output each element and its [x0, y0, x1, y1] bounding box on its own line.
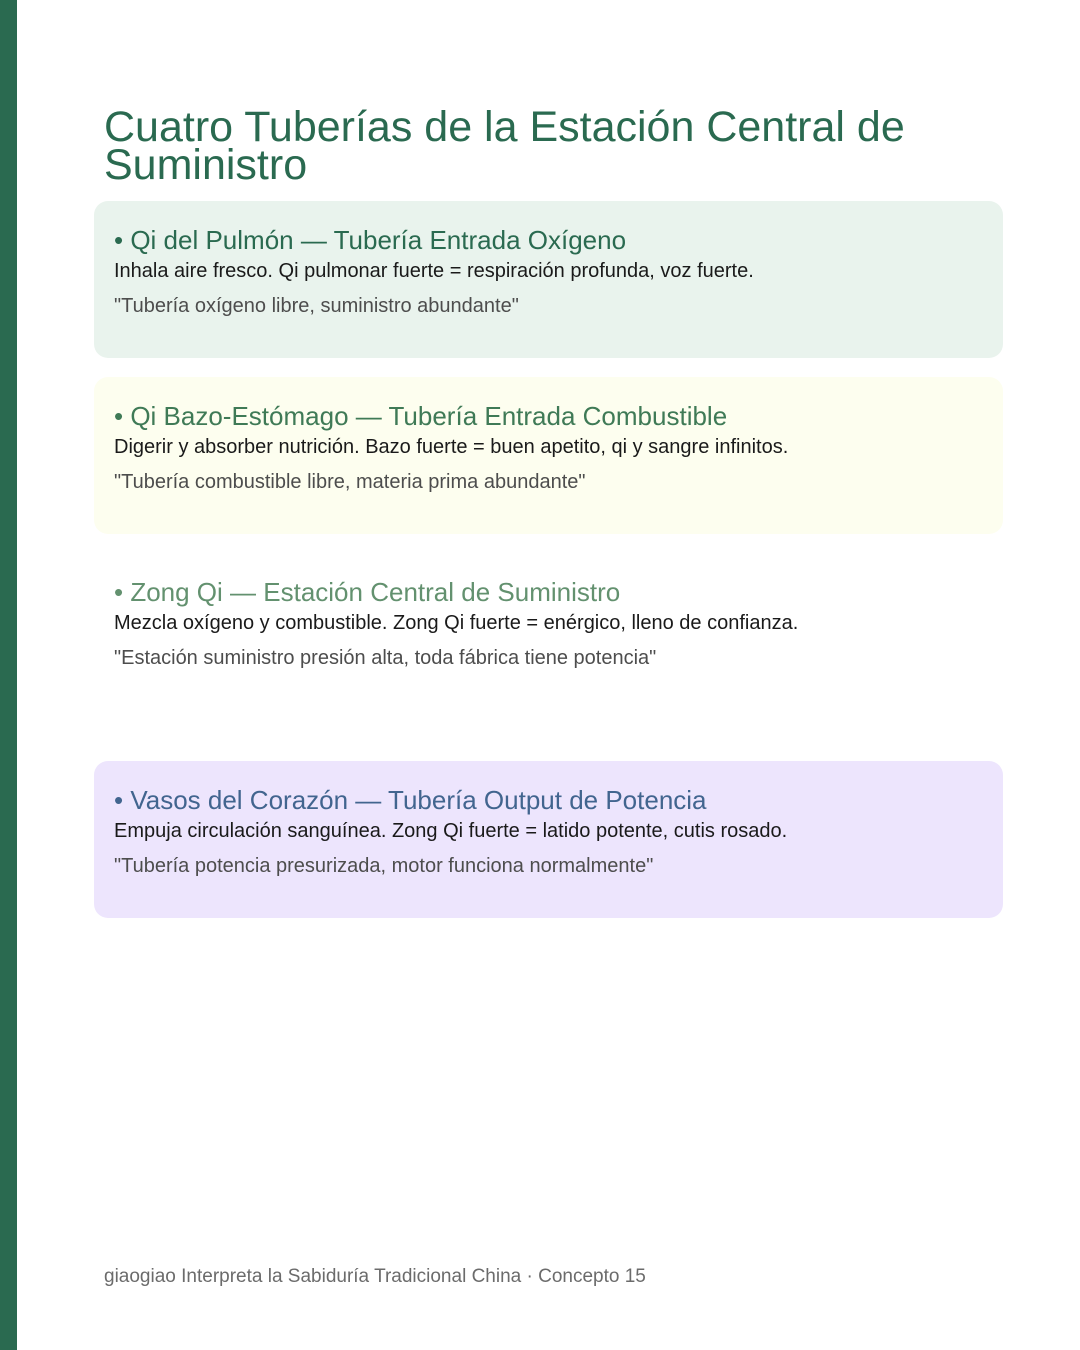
card-heading: • Qi del Pulmón — Tubería Entrada Oxígeno [114, 225, 627, 255]
accent-side-bar [0, 0, 17, 1350]
card-quote: "Tubería combustible libre, materia prima abundante" [114, 471, 586, 493]
card-description: Inhala aire fresco. Qi pulmonar fuerte = respiración profunda, voz fuerte. [114, 260, 754, 282]
card-lung-qi [94, 201, 1003, 358]
card-quote: "Estación suministro presión alta, toda fábrica tiene potencia" [114, 647, 657, 669]
page-title: Cuatro Tuberías de la Estación Central de Suministro [104, 103, 905, 189]
card-zong-qi [94, 553, 1003, 710]
card-description: Digerir y absorber nutrición. Bazo fuerte = buen apetito, qi y sangre infinitos. [114, 436, 789, 458]
card-spleen-stomach-qi [94, 377, 1003, 534]
card-description: Empuja circulación sanguínea. Zong Qi fuerte = latido potente, cutis rosado. [114, 820, 788, 842]
card-heading: • Zong Qi — Estación Central de Suministro [114, 577, 621, 607]
card-heading: • Vasos del Corazón — Tubería Output de Potencia [114, 785, 707, 815]
card-quote: "Tubería oxígeno libre, suministro abundante" [114, 295, 519, 317]
card-heart-vessels [94, 761, 1003, 918]
footer-credit: giaogiao Interpreta la Sabiduría Tradicional China · Concepto 15 [104, 1266, 646, 1287]
card-heading: • Qi Bazo-Estómago — Tubería Entrada Combustible [114, 401, 728, 431]
card-quote: "Tubería potencia presurizada, motor funciona normalmente" [114, 855, 654, 877]
card-description: Mezcla oxígeno y combustible. Zong Qi fuerte = enérgico, lleno de confianza. [114, 612, 799, 634]
